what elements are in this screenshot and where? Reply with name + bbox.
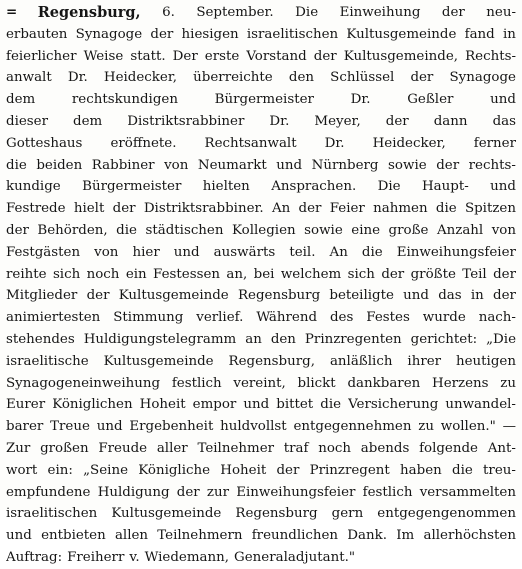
article-word: Meyer, <box>314 113 361 129</box>
article-word: Spitzen <box>464 201 516 217</box>
article-line <box>6 503 516 525</box>
article-word: beteiligte <box>329 288 394 304</box>
article-word: „Die <box>486 331 516 347</box>
article-word: der <box>441 5 465 20</box>
article-word: Versicherung <box>348 397 439 413</box>
article-word: traf <box>283 440 309 456</box>
article-word: rechtskundigen <box>71 92 178 108</box>
article-word: die <box>320 397 342 413</box>
article-word: den <box>288 70 314 86</box>
article-word: erste <box>204 48 240 64</box>
article-word: städtischen <box>145 222 224 238</box>
article-word: Bürgermeister <box>214 92 314 108</box>
article-word: Dr. <box>350 92 371 108</box>
article-word: Rabbiner <box>91 157 155 173</box>
article-word: Der <box>172 48 198 64</box>
article-word: Während <box>256 310 318 326</box>
article-word: festlich <box>171 375 222 391</box>
article-word: dankbaren <box>347 375 421 391</box>
article-word: neu- <box>486 5 516 20</box>
article-word: den <box>270 331 296 347</box>
article-line <box>6 351 516 373</box>
article-word: Einweihung <box>339 5 421 20</box>
article-word: heutigen <box>456 353 516 369</box>
article-word: folgende <box>419 440 478 456</box>
article-word: Rechts- <box>465 48 516 64</box>
article-word: fand <box>464 26 495 42</box>
article-word: kundige <box>6 179 61 195</box>
article-word: „Seine <box>83 462 128 478</box>
article-word: Teilnehmern <box>157 528 243 544</box>
article-line <box>6 24 516 46</box>
article-word: Geßler <box>407 92 454 108</box>
article-word: und <box>403 288 429 304</box>
article-line <box>6 482 516 504</box>
article-word: Treue <box>50 419 90 435</box>
article-word: bittet <box>276 397 314 413</box>
article-word: nach- <box>478 310 516 326</box>
article-word: Bürgermeister <box>82 179 182 195</box>
article-word: der <box>176 484 200 500</box>
article-word: stehendes <box>6 331 75 347</box>
article-word: der <box>298 201 322 217</box>
lead-mark: = <box>6 4 17 20</box>
article-word: Heidecker, <box>103 70 178 86</box>
article-word: v. <box>129 549 140 565</box>
article-word: zur <box>206 484 229 500</box>
article-word: der <box>86 288 110 304</box>
article-word: Huldigungstelegramm <box>83 331 237 347</box>
article-word: ein: <box>47 462 73 478</box>
article-line <box>6 67 516 89</box>
article-word: treu- <box>483 462 516 478</box>
article-word: hielt <box>73 201 105 217</box>
article-word: eröffnete. <box>110 135 177 151</box>
article-word: Ansprachen. <box>271 179 357 195</box>
article-word: und <box>276 157 303 173</box>
article-line <box>6 176 516 198</box>
article-word: Weise <box>83 48 124 64</box>
article-word: auswärts <box>213 244 276 260</box>
article-word: noch <box>318 440 352 456</box>
article-word: israelitischen <box>6 506 98 522</box>
article-word: 6. <box>162 5 175 20</box>
article-word: allen <box>114 528 149 544</box>
article-word: israelitischen <box>246 26 339 42</box>
article-word: Distriktsrabbiner <box>127 113 245 129</box>
article-word: verlief. <box>196 310 244 326</box>
article-word: Kultusgemeinde <box>346 26 457 42</box>
article-line <box>6 264 516 286</box>
article-line <box>6 198 516 220</box>
article-word: statt. <box>130 48 166 64</box>
article-word: dem <box>6 92 36 108</box>
article-word: Einweihungsfeier <box>236 484 356 500</box>
article-word: entgegennehmen <box>293 419 412 435</box>
article-word: Festessen <box>153 266 220 282</box>
article-word: an <box>245 331 262 347</box>
article-word: Kultusgemeinde <box>103 353 214 369</box>
article-word: Dr. <box>269 113 290 129</box>
article-word: sich <box>347 266 375 282</box>
article-word: anwalt <box>6 70 52 86</box>
article-word: Zur <box>6 440 31 456</box>
article-word: zu <box>500 375 516 391</box>
article-word: gerichtet: <box>410 331 478 347</box>
article-word: Behörden, <box>37 222 108 238</box>
article-word: vereint, <box>233 375 286 391</box>
article-line <box>6 89 516 111</box>
article-word: sich <box>52 266 81 282</box>
article-word: Synagoge <box>449 70 516 86</box>
article-word: Generaladjutant." <box>234 549 355 565</box>
article-word: Festes <box>366 310 410 326</box>
article-word: Anzahl <box>436 222 484 238</box>
article-word: Kultusgemeinde <box>111 506 222 522</box>
article-word: Distriktsrabbiner. <box>143 201 264 217</box>
article-word: der <box>112 201 136 217</box>
article-word: Königlichen <box>52 397 133 413</box>
article-word: und <box>243 397 270 413</box>
article-word: von <box>491 222 516 238</box>
article-line <box>6 155 516 177</box>
article-word: Ergebenheit <box>129 419 214 435</box>
article-word: die <box>6 157 27 173</box>
article-word: Hoheit <box>139 397 186 413</box>
article-word: feierlicher <box>6 48 77 64</box>
article-word: Festgästen <box>6 244 81 260</box>
article-word: — <box>502 419 516 435</box>
article-word: entbieten <box>41 528 106 544</box>
article-word: blickt <box>297 375 336 391</box>
article-word: Regensburg <box>237 288 321 304</box>
article-word: hier <box>132 244 160 260</box>
article-line <box>6 438 516 460</box>
article-word: größte <box>410 266 456 282</box>
article-word: ihrer <box>407 353 442 369</box>
article-word: sowie <box>388 157 427 173</box>
article-word: und <box>490 179 516 195</box>
article-line <box>6 133 516 155</box>
article-word: Schlüssel <box>330 70 395 86</box>
article-word: die <box>361 244 383 260</box>
article-line <box>6 373 516 395</box>
article-word: Festrede <box>6 201 66 217</box>
article-word: und <box>490 92 516 108</box>
article-word: Herzens <box>432 375 489 391</box>
article-word: freundlichen <box>251 528 339 544</box>
article-word: Kultusgemeinde, <box>343 48 459 64</box>
article-word: Huldigung <box>97 484 170 500</box>
article-word: reihte <box>6 266 47 282</box>
article-word: Stimmung <box>113 310 184 326</box>
article-word: Freude <box>98 440 148 456</box>
article-word: Regensburg, <box>228 353 315 369</box>
article-word: Rechtsanwalt <box>204 135 297 151</box>
article-word: gern <box>331 506 364 522</box>
article-word: die <box>116 222 137 238</box>
article-word: und <box>96 419 123 435</box>
article-word: entgegengenommen <box>377 506 516 522</box>
article-headline: Regensburg, <box>37 4 141 21</box>
article-word: der <box>493 288 516 304</box>
article-word: empor <box>192 397 237 413</box>
article-line <box>6 242 516 264</box>
article-word: der <box>410 70 434 86</box>
article-word: die <box>452 462 473 478</box>
article-word: an, <box>226 266 248 282</box>
article-word: der <box>313 48 337 64</box>
article-word: Synagogeneinweihung <box>6 375 161 391</box>
article-line <box>6 547 516 569</box>
article-word: An <box>271 201 291 217</box>
article-word: Freiherr <box>67 549 125 565</box>
article-word: israelitische <box>6 353 89 369</box>
article-word: das <box>492 113 516 129</box>
article-word: Einweihungsfeier <box>396 244 516 260</box>
article-word: welchem <box>280 266 342 282</box>
article-line <box>6 394 516 416</box>
article-word: Eurer <box>6 397 46 413</box>
article-word: dann <box>433 113 468 129</box>
article-word: dem <box>73 113 103 129</box>
article-word: der <box>493 266 516 282</box>
article-word: Feier <box>329 201 365 217</box>
article-word: haben <box>400 462 442 478</box>
article-line <box>6 525 516 547</box>
article-line <box>6 460 516 482</box>
article-word: dieser <box>6 113 48 129</box>
article-word: nahmen <box>373 201 428 217</box>
article-line <box>6 111 516 133</box>
article-word: der <box>381 266 405 282</box>
article-word: großen <box>40 440 89 456</box>
article-word: von <box>94 244 119 260</box>
article-line <box>6 307 516 329</box>
article-word: hiesigen <box>181 26 239 42</box>
article-line <box>6 2 516 24</box>
article-word: festlich <box>362 484 413 500</box>
article-word: Hoheit <box>220 462 267 478</box>
article-word: Regensburg <box>235 506 318 522</box>
article-word: und <box>173 244 200 260</box>
article-word: beiden <box>36 157 83 173</box>
article-word: überreichte <box>193 70 273 86</box>
article-word: wort <box>6 462 38 478</box>
article-word: die <box>435 201 457 217</box>
article-word: der <box>6 222 29 238</box>
article-word: Dr. <box>324 135 345 151</box>
article-word: allerhöchsten <box>423 528 516 544</box>
article-line <box>6 329 516 351</box>
article-line <box>6 46 516 68</box>
article-word: Dr. <box>67 70 88 86</box>
article-word: Kollegien <box>232 222 296 238</box>
article-word: Auftrag: <box>6 549 63 565</box>
article-word: wurde <box>422 310 466 326</box>
article-word: empfundene <box>6 484 91 500</box>
article-word: barer <box>6 419 44 435</box>
article-word: bei <box>253 266 275 282</box>
article-word: Die <box>295 5 319 20</box>
news-article <box>6 2 516 569</box>
article-line <box>6 285 516 307</box>
article-word: eine <box>351 222 381 238</box>
article-word: ein <box>125 266 147 282</box>
article-word: Die <box>377 179 401 195</box>
article-word: Teilnehmer <box>197 440 275 456</box>
article-word: Im <box>396 528 415 544</box>
article-word: ferner <box>473 135 516 151</box>
article-word: An <box>329 244 348 260</box>
article-word: in <box>502 26 516 42</box>
article-word: Teil <box>462 266 487 282</box>
article-word: Heidecker, <box>372 135 446 151</box>
article-word: sowie <box>304 222 343 238</box>
article-word: noch <box>86 266 120 282</box>
article-word: anläßlich <box>329 353 393 369</box>
article-word: Kultusgemeinde <box>118 288 229 304</box>
article-word: Vorstand <box>246 48 307 64</box>
article-word: Neumarkt <box>197 157 267 173</box>
article-word: teil. <box>289 244 316 260</box>
article-word: der <box>276 462 300 478</box>
article-word: Gotteshaus <box>6 135 83 151</box>
article-word: der <box>150 26 174 42</box>
article-word: Mitglieder <box>6 288 78 304</box>
article-word: abends <box>360 440 410 456</box>
article-word: Prinzregenten <box>304 331 402 347</box>
article-word: große <box>388 222 429 238</box>
article-word: huldvollst <box>220 419 287 435</box>
article-word: Nürnberg <box>311 157 379 173</box>
article-word: versammelten <box>419 484 516 500</box>
article-word: Ant- <box>487 440 516 456</box>
article-word: unwandel- <box>445 397 516 413</box>
article-word: rechts- <box>468 157 516 173</box>
article-word: Wiedemann, <box>144 549 230 565</box>
article-word: aller <box>156 440 188 456</box>
article-word: zu <box>418 419 434 435</box>
article-word: Synagoge <box>75 26 143 42</box>
article-word: animiertesten <box>6 310 101 326</box>
article-word: September. <box>196 5 274 20</box>
article-word: in <box>470 288 484 304</box>
article-word: hielten <box>202 179 250 195</box>
article-word: Haupt- <box>421 179 469 195</box>
article-word: von <box>164 157 189 173</box>
article-line <box>6 416 516 438</box>
article-word: der <box>436 157 460 173</box>
article-word: Dank. <box>347 528 388 544</box>
article-word: und <box>6 528 32 544</box>
article-word: Prinzregent <box>309 462 390 478</box>
article-word: erbauten <box>6 26 68 42</box>
article-word: der <box>385 113 409 129</box>
article-line <box>6 220 516 242</box>
article-word: des <box>329 310 354 326</box>
article-word: wollen." <box>440 419 496 435</box>
article-word: das <box>438 288 462 304</box>
article-word: Königliche <box>138 462 211 478</box>
